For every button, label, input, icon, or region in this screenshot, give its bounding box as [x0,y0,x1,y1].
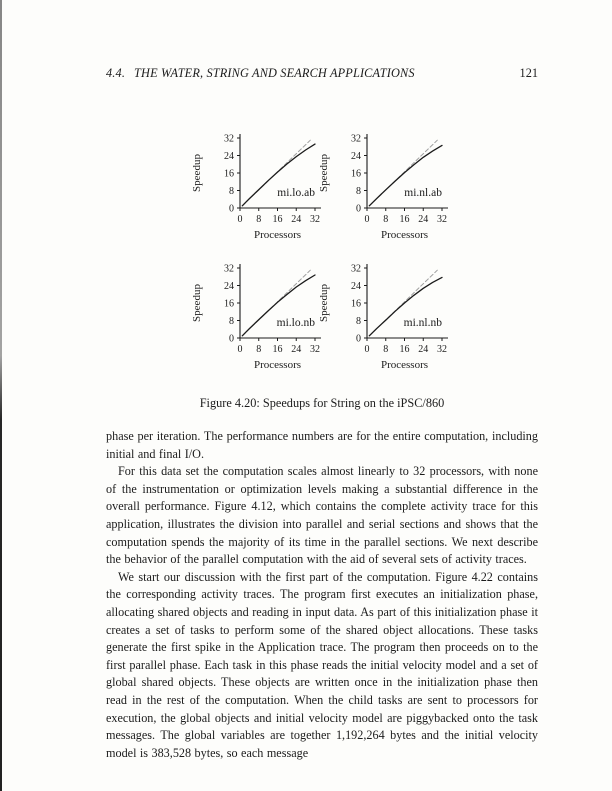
speedup-chart-mi-nl-nb [317,256,459,378]
y-axis-label: Speedup [318,154,330,192]
y-tick-label: 16 [351,298,361,310]
y-tick-label: 0 [356,203,361,215]
x-tick-label: 16 [272,214,283,225]
y-tick-label: 24 [351,151,361,162]
x-tick-label: 8 [383,214,389,225]
y-tick-label: 8 [229,316,234,327]
x-axis-label: Processors [253,359,302,371]
y-tick-label: 24 [224,281,234,292]
x-tick-label: 24 [291,214,302,225]
x-tick-label: 0 [237,214,243,225]
y-tick-label: 32 [224,263,234,275]
paragraph: For this data set the computation scales almost linearly to 32 processors, with none of the instrumentation or optimization levels making a substantial difference in the overall performance. Figure 4.12, which contains the complete activity trace for this application, illustrates the division into parallel and serial sections and shows that the computation spends the majority of its time in the parallel sections. We next describe the behavior of the parallel computation with the aid of several sets of activity traces. [106,464,538,567]
dataset-label: mi.lo.ab [277,187,315,199]
y-tick-label: 32 [224,133,234,145]
x-tick-label: 32 [310,344,320,355]
x-tick-label: 0 [237,344,243,355]
x-tick-label: 24 [291,344,302,355]
x-axis-label: Processors [380,359,429,371]
y-tick-label: 0 [356,333,361,345]
y-tick-label: 16 [351,168,361,180]
speedup-chart-mi-lo-nb [190,256,332,378]
y-tick-label: 32 [351,263,361,275]
x-tick-label: 32 [437,214,447,225]
chart-canvas [317,256,459,378]
page-number: 121 [519,66,538,80]
dataset-label: mi.lo.nb [276,317,315,329]
x-tick-label: 8 [256,344,262,355]
chart-canvas [317,126,459,248]
x-tick-label: 0 [364,214,370,225]
y-tick-label: 24 [351,281,361,292]
x-tick-label: 8 [383,344,389,355]
x-tick-label: 24 [418,214,429,225]
x-tick-label: 32 [310,214,320,225]
paragraph-continuation: phase per iteration. The performance numbers are for the entire computation, including initial and final I/O. [106,429,538,461]
y-tick-label: 8 [356,316,361,327]
figure-caption: Figure 4.20: Speedups for String on the iPSC/860 [199,396,445,410]
y-tick-label: 0 [229,203,234,215]
x-axis-label: Processors [253,229,302,241]
body-text [106,428,538,762]
y-tick-label: 0 [229,333,234,345]
dataset-label: mi.nl.ab [404,187,442,199]
x-tick-label: 8 [256,214,262,225]
chart-canvas [190,256,332,378]
y-axis-label: Speedup [191,154,203,192]
speedup-chart-mi-lo-ab [190,126,332,248]
y-axis-label: Speedup [318,284,330,322]
x-tick-label: 16 [399,214,410,225]
section-title: THE WATER, STRING AND SEARCH APPLICATIONS [134,66,415,80]
y-tick-label: 16 [224,298,234,310]
x-tick-label: 32 [437,344,447,355]
paragraph: We start our discussion with the first part of the computation. Figure 4.22 contains the corresponding activity traces. The program first executes an initialization phase, allocating shared objects and reading in input data. As part of this initialization phase it creates a set of tasks to perform some of the shared object allocations. These tasks generate the first spike in the Application trace. The program then proceeds on to the first parallel phase. Each task in this phase reads the initial velocity model and a set of global shared objects. These objects are written once in the initialization phase then read in the rest of the computation. When the child tasks are sent to processors for execution, the global objects and initial velocity model are piggybacked onto the task messages. The global variables are together 1,192,264 bytes and the initial velocity model is 383,528 bytes, so each message [106,569,538,760]
x-tick-label: 24 [418,344,429,355]
y-tick-label: 8 [229,186,234,197]
y-tick-label: 32 [351,133,361,145]
dataset-label: mi.nl.nb [403,317,442,329]
x-tick-label: 16 [272,344,283,355]
y-axis-label: Speedup [191,284,203,322]
y-tick-label: 24 [224,151,234,162]
speedup-chart-mi-nl-ab [317,126,459,248]
x-axis-label: Processors [380,229,429,241]
x-tick-label: 0 [364,344,370,355]
section-number: 4.4. [106,66,126,80]
y-tick-label: 16 [224,168,234,180]
x-tick-label: 16 [399,344,410,355]
chart-canvas [190,126,332,248]
y-tick-label: 8 [356,186,361,197]
